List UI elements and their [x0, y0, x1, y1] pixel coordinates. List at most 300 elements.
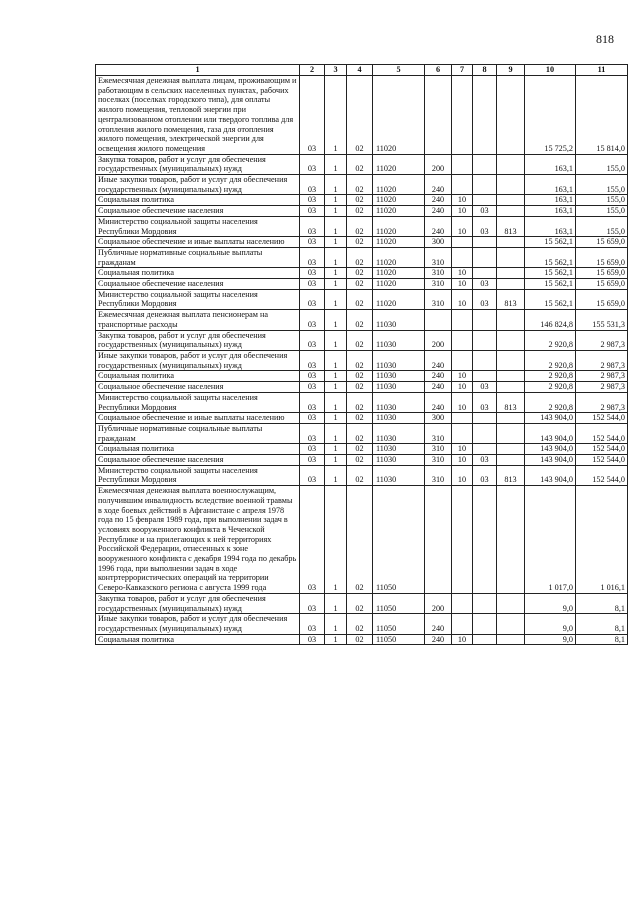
code-cell: 10: [452, 195, 473, 206]
code-cell: 02: [347, 413, 373, 424]
amount-cell: 155,0: [576, 154, 628, 174]
item-name-cell: Социальная политика: [96, 371, 300, 382]
code-cell: 02: [347, 154, 373, 174]
code-cell: 02: [347, 350, 373, 370]
amount-cell: 2 920,8: [525, 371, 576, 382]
page-number: 818: [596, 32, 614, 46]
amount-cell: 15 659,0: [576, 268, 628, 279]
budget-table: [95, 64, 628, 645]
code-cell: 10: [452, 216, 473, 236]
item-name-cell: Иные закупки товаров, работ и услуг для обеспечения государственных (муниципальных) нужд: [96, 614, 300, 634]
amount-cell: 15 725,2: [525, 76, 576, 155]
amount-cell: 152 544,0: [576, 444, 628, 455]
amount-cell: 2 920,8: [525, 350, 576, 370]
amount-cell: 2 987,3: [576, 382, 628, 393]
code-cell: 1: [325, 634, 347, 645]
amount-cell: 152 544,0: [576, 413, 628, 424]
item-name-cell: Социальное обеспечение населения: [96, 206, 300, 217]
code-cell: 03: [300, 268, 325, 279]
amount-cell: 152 544,0: [576, 423, 628, 443]
code-cell: [425, 76, 452, 155]
code-cell: 03: [473, 465, 497, 485]
code-cell: 1: [325, 413, 347, 424]
item-name-cell: Социальная политика: [96, 634, 300, 645]
table-row: [96, 423, 628, 443]
amount-cell: 163,1: [525, 216, 576, 236]
item-name-cell: Закупка товаров, работ и услуг для обеспечения государственных (муниципальных) нужд: [96, 330, 300, 350]
item-name-cell: Иные закупки товаров, работ и услуг для обеспечения государственных (муниципальных) нужд: [96, 350, 300, 370]
code-cell: 03: [300, 382, 325, 393]
item-name-cell: Социальное обеспечение и иные выплаты населению: [96, 413, 300, 424]
code-cell: [473, 593, 497, 613]
item-name-cell: Министерство социальной защиты населения Республики Мордовия: [96, 392, 300, 412]
code-cell: [452, 175, 473, 195]
code-cell: 03: [473, 279, 497, 290]
amount-cell: 9,0: [525, 634, 576, 645]
code-cell: 300: [425, 413, 452, 424]
code-cell: [452, 76, 473, 155]
code-cell: 02: [347, 444, 373, 455]
table-row: [96, 330, 628, 350]
item-name-cell: Социальное обеспечение и иные выплаты населению: [96, 237, 300, 248]
table-body: [96, 65, 628, 645]
code-cell: 11020: [373, 76, 425, 155]
code-cell: 10: [452, 206, 473, 217]
code-cell: 02: [347, 310, 373, 330]
code-cell: [452, 330, 473, 350]
code-cell: 02: [347, 455, 373, 466]
column-header: 2: [300, 65, 325, 76]
column-header: 11: [576, 65, 628, 76]
item-name-cell: Министерство социальной защиты населения Республики Мордовия: [96, 216, 300, 236]
code-cell: 310: [425, 465, 452, 485]
code-cell: 1: [325, 206, 347, 217]
amount-cell: 15 659,0: [576, 237, 628, 248]
code-cell: 11050: [373, 614, 425, 634]
item-name-cell: Ежемесячная денежная выплата пенсионерам на транспортные расходы: [96, 310, 300, 330]
code-cell: [497, 350, 525, 370]
code-cell: 02: [347, 465, 373, 485]
code-cell: 02: [347, 486, 373, 594]
code-cell: 240: [425, 206, 452, 217]
code-cell: 11030: [373, 392, 425, 412]
code-cell: 10: [452, 382, 473, 393]
code-cell: 03: [473, 216, 497, 236]
table-row: [96, 175, 628, 195]
code-cell: 03: [300, 216, 325, 236]
code-cell: 02: [347, 371, 373, 382]
code-cell: 11050: [373, 634, 425, 645]
code-cell: [452, 593, 473, 613]
item-name-cell: Публичные нормативные социальные выплаты гражданам: [96, 247, 300, 267]
table-row: [96, 206, 628, 217]
amount-cell: 15 562,1: [525, 289, 576, 309]
item-name-cell: Иные закупки товаров, работ и услуг для обеспечения государственных (муниципальных) нужд: [96, 175, 300, 195]
code-cell: 03: [300, 206, 325, 217]
code-cell: 03: [300, 237, 325, 248]
amount-cell: 155,0: [576, 175, 628, 195]
code-cell: 1: [325, 486, 347, 594]
item-name-cell: Публичные нормативные социальные выплаты гражданам: [96, 423, 300, 443]
code-cell: [425, 486, 452, 594]
column-header: 6: [425, 65, 452, 76]
code-cell: [497, 382, 525, 393]
code-cell: 11020: [373, 279, 425, 290]
item-name-cell: Ежемесячная денежная выплата военнослужащим, получившим инвалидность вследствие военной травмы в ходе боевых действий в Афганистане с апреля 1978 года по 15 февраля 1989 года, при выполнении задач в условиях вооруженного конфликта в Чеченской Республике и на прилегающих к ней территориях Российской Федерации, отнесенных к зоне вооруженного конфликта с декабря 1994 года по декабрь 1996 года, при выполнении задач в ходе контртеррористических операций на территории Северо-Кавказского региона с августа 1999 года: [96, 486, 300, 594]
code-cell: 02: [347, 279, 373, 290]
code-cell: [452, 350, 473, 370]
code-cell: [497, 154, 525, 174]
code-cell: 03: [300, 465, 325, 485]
code-cell: 1: [325, 76, 347, 155]
code-cell: 1: [325, 216, 347, 236]
code-cell: [473, 154, 497, 174]
code-cell: 03: [300, 486, 325, 594]
code-cell: 10: [452, 634, 473, 645]
amount-cell: 163,1: [525, 154, 576, 174]
code-cell: [497, 444, 525, 455]
code-cell: [497, 195, 525, 206]
table-row: [96, 247, 628, 267]
code-cell: [497, 634, 525, 645]
code-cell: [425, 310, 452, 330]
code-cell: 310: [425, 289, 452, 309]
code-cell: 11030: [373, 413, 425, 424]
amount-cell: 8,1: [576, 614, 628, 634]
code-cell: 02: [347, 634, 373, 645]
code-cell: 1: [325, 310, 347, 330]
code-cell: 200: [425, 593, 452, 613]
column-header: 9: [497, 65, 525, 76]
code-cell: [473, 444, 497, 455]
code-cell: 02: [347, 175, 373, 195]
amount-cell: 143 904,0: [525, 455, 576, 466]
code-cell: 1: [325, 330, 347, 350]
code-cell: 310: [425, 279, 452, 290]
code-cell: 1: [325, 289, 347, 309]
column-header: 1: [96, 65, 300, 76]
code-cell: [497, 614, 525, 634]
amount-cell: 15 562,1: [525, 247, 576, 267]
column-header: 8: [473, 65, 497, 76]
table-row: [96, 371, 628, 382]
amount-cell: 146 824,8: [525, 310, 576, 330]
code-cell: [473, 247, 497, 267]
amount-cell: 15 659,0: [576, 289, 628, 309]
code-cell: 240: [425, 634, 452, 645]
table-row: [96, 350, 628, 370]
code-cell: 02: [347, 382, 373, 393]
code-cell: 02: [347, 423, 373, 443]
column-header: 4: [347, 65, 373, 76]
column-header: 10: [525, 65, 576, 76]
table-row: [96, 195, 628, 206]
amount-cell: 15 659,0: [576, 279, 628, 290]
amount-cell: 1 017,0: [525, 486, 576, 594]
code-cell: 03: [300, 330, 325, 350]
code-cell: 1: [325, 247, 347, 267]
code-cell: 1: [325, 279, 347, 290]
code-cell: 03: [300, 413, 325, 424]
code-cell: 11020: [373, 237, 425, 248]
amount-cell: 143 904,0: [525, 465, 576, 485]
code-cell: 11020: [373, 289, 425, 309]
code-cell: 02: [347, 593, 373, 613]
amount-cell: 143 904,0: [525, 423, 576, 443]
code-cell: 310: [425, 423, 452, 443]
table-row: [96, 465, 628, 485]
amount-cell: 8,1: [576, 593, 628, 613]
amount-cell: 2 987,3: [576, 350, 628, 370]
code-cell: [452, 310, 473, 330]
code-cell: [473, 268, 497, 279]
code-cell: 813: [497, 216, 525, 236]
code-cell: 03: [300, 289, 325, 309]
amount-cell: 155,0: [576, 216, 628, 236]
code-cell: 03: [473, 289, 497, 309]
code-cell: 240: [425, 195, 452, 206]
item-name-cell: Министерство социальной защиты населения Республики Мордовия: [96, 289, 300, 309]
item-name-cell: Социальная политика: [96, 444, 300, 455]
amount-cell: 1 016,1: [576, 486, 628, 594]
code-cell: [497, 76, 525, 155]
code-cell: 200: [425, 154, 452, 174]
code-cell: 1: [325, 195, 347, 206]
code-cell: [473, 614, 497, 634]
code-cell: [473, 486, 497, 594]
code-cell: [473, 423, 497, 443]
code-cell: 240: [425, 175, 452, 195]
amount-cell: 152 544,0: [576, 455, 628, 466]
column-header: 3: [325, 65, 347, 76]
code-cell: 1: [325, 593, 347, 613]
code-cell: [497, 371, 525, 382]
code-cell: 11020: [373, 175, 425, 195]
code-cell: 02: [347, 392, 373, 412]
code-cell: 03: [300, 310, 325, 330]
code-cell: [497, 206, 525, 217]
table-row: [96, 216, 628, 236]
code-cell: 1: [325, 382, 347, 393]
code-cell: 02: [347, 289, 373, 309]
code-cell: [497, 310, 525, 330]
item-name-cell: Закупка товаров, работ и услуг для обеспечения государственных (муниципальных) нужд: [96, 154, 300, 174]
code-cell: 1: [325, 614, 347, 634]
code-cell: 10: [452, 444, 473, 455]
code-cell: 11050: [373, 593, 425, 613]
code-cell: [473, 413, 497, 424]
code-cell: 10: [452, 268, 473, 279]
table-row: [96, 76, 628, 155]
code-cell: 11030: [373, 382, 425, 393]
code-cell: [473, 350, 497, 370]
item-name-cell: Социальное обеспечение населения: [96, 382, 300, 393]
code-cell: 11030: [373, 444, 425, 455]
code-cell: 03: [300, 154, 325, 174]
code-cell: 11020: [373, 268, 425, 279]
code-cell: [497, 486, 525, 594]
code-cell: 240: [425, 371, 452, 382]
code-cell: 10: [452, 371, 473, 382]
amount-cell: 163,1: [525, 206, 576, 217]
code-cell: 310: [425, 268, 452, 279]
amount-cell: 155 531,3: [576, 310, 628, 330]
code-cell: [497, 237, 525, 248]
table-row: [96, 413, 628, 424]
code-cell: [497, 413, 525, 424]
code-cell: 10: [452, 455, 473, 466]
table-row: [96, 392, 628, 412]
code-cell: 1: [325, 350, 347, 370]
code-cell: 03: [300, 279, 325, 290]
code-cell: 11020: [373, 195, 425, 206]
code-cell: 03: [473, 392, 497, 412]
code-cell: 10: [452, 392, 473, 412]
amount-cell: 2 987,3: [576, 330, 628, 350]
code-cell: 11030: [373, 455, 425, 466]
code-cell: 03: [300, 634, 325, 645]
code-cell: 03: [300, 614, 325, 634]
code-cell: 11020: [373, 154, 425, 174]
code-cell: [452, 247, 473, 267]
item-name-cell: Министерство социальной защиты населения Республики Мордовия: [96, 465, 300, 485]
code-cell: 1: [325, 268, 347, 279]
code-cell: [497, 423, 525, 443]
code-cell: 1: [325, 175, 347, 195]
code-cell: [452, 154, 473, 174]
code-cell: [473, 310, 497, 330]
code-cell: 240: [425, 614, 452, 634]
code-cell: [497, 455, 525, 466]
code-cell: 02: [347, 330, 373, 350]
code-cell: 240: [425, 392, 452, 412]
amount-cell: 9,0: [525, 614, 576, 634]
code-cell: 03: [300, 76, 325, 155]
code-cell: 10: [452, 289, 473, 309]
item-name-cell: Ежемесячная денежная выплата лицам, проживающим и работающим в сельских населенных пунктах, рабочих поселках (поселках городского типа), для оплаты жилого помещения, тепловой энергии при централизованном отоплении или твердого топлива для отопления жилого помещения, газа для отопления жилого помещения, электрической энергии для освещения жилого помещения: [96, 76, 300, 155]
amount-cell: 2 920,8: [525, 382, 576, 393]
code-cell: [497, 268, 525, 279]
code-cell: 11030: [373, 465, 425, 485]
code-cell: 02: [347, 268, 373, 279]
code-cell: 11030: [373, 310, 425, 330]
code-cell: 02: [347, 206, 373, 217]
code-cell: [473, 634, 497, 645]
code-cell: 1: [325, 392, 347, 412]
code-cell: [473, 175, 497, 195]
item-name-cell: Социальное обеспечение населения: [96, 279, 300, 290]
table-row: [96, 614, 628, 634]
table-row: [96, 486, 628, 594]
table-row: [96, 634, 628, 645]
amount-cell: 2 920,8: [525, 330, 576, 350]
code-cell: [497, 247, 525, 267]
code-cell: 03: [300, 350, 325, 370]
code-cell: 02: [347, 614, 373, 634]
code-cell: 1: [325, 455, 347, 466]
table-row: [96, 382, 628, 393]
amount-cell: 2 987,3: [576, 392, 628, 412]
code-cell: 1: [325, 423, 347, 443]
column-header: 5: [373, 65, 425, 76]
amount-cell: 9,0: [525, 593, 576, 613]
code-cell: 03: [300, 175, 325, 195]
code-cell: 310: [425, 247, 452, 267]
code-cell: 03: [300, 195, 325, 206]
code-cell: [497, 330, 525, 350]
code-cell: [452, 423, 473, 443]
code-cell: 200: [425, 330, 452, 350]
code-cell: 1: [325, 444, 347, 455]
amount-cell: 152 544,0: [576, 465, 628, 485]
code-cell: [452, 237, 473, 248]
code-cell: 1: [325, 154, 347, 174]
code-cell: 11030: [373, 371, 425, 382]
table-row: [96, 237, 628, 248]
code-cell: 300: [425, 237, 452, 248]
code-cell: 240: [425, 350, 452, 370]
table-row: [96, 279, 628, 290]
code-cell: [497, 279, 525, 290]
code-cell: 03: [300, 247, 325, 267]
amount-cell: 2 987,3: [576, 371, 628, 382]
item-name-cell: Закупка товаров, работ и услуг для обеспечения государственных (муниципальных) нужд: [96, 593, 300, 613]
amount-cell: 143 904,0: [525, 444, 576, 455]
code-cell: 240: [425, 382, 452, 393]
code-cell: 11020: [373, 247, 425, 267]
amount-cell: 143 904,0: [525, 413, 576, 424]
code-cell: 02: [347, 237, 373, 248]
code-cell: 03: [473, 455, 497, 466]
table-row: [96, 593, 628, 613]
code-cell: [497, 593, 525, 613]
code-cell: 03: [300, 423, 325, 443]
code-cell: 11020: [373, 206, 425, 217]
column-header: 7: [452, 65, 473, 76]
code-cell: 03: [473, 206, 497, 217]
code-cell: 310: [425, 455, 452, 466]
code-cell: 10: [452, 465, 473, 485]
code-cell: 11030: [373, 350, 425, 370]
code-cell: 03: [300, 392, 325, 412]
code-cell: 1: [325, 237, 347, 248]
amount-cell: 163,1: [525, 175, 576, 195]
code-cell: 11030: [373, 423, 425, 443]
amount-cell: 15 562,1: [525, 237, 576, 248]
item-name-cell: Социальное обеспечение населения: [96, 455, 300, 466]
code-cell: 11020: [373, 216, 425, 236]
amount-cell: 2 920,8: [525, 392, 576, 412]
code-cell: 02: [347, 76, 373, 155]
table-row: [96, 444, 628, 455]
code-cell: 03: [300, 593, 325, 613]
code-cell: 1: [325, 465, 347, 485]
code-cell: 10: [452, 279, 473, 290]
table-row: [96, 310, 628, 330]
code-cell: 03: [473, 382, 497, 393]
amount-cell: 155,0: [576, 206, 628, 217]
code-cell: 02: [347, 247, 373, 267]
code-cell: [473, 330, 497, 350]
code-cell: [473, 76, 497, 155]
code-cell: 1: [325, 371, 347, 382]
code-cell: 02: [347, 216, 373, 236]
amount-cell: 15 814,0: [576, 76, 628, 155]
code-cell: 813: [497, 289, 525, 309]
amount-cell: 155,0: [576, 195, 628, 206]
amount-cell: 15 562,1: [525, 268, 576, 279]
code-cell: 813: [497, 465, 525, 485]
